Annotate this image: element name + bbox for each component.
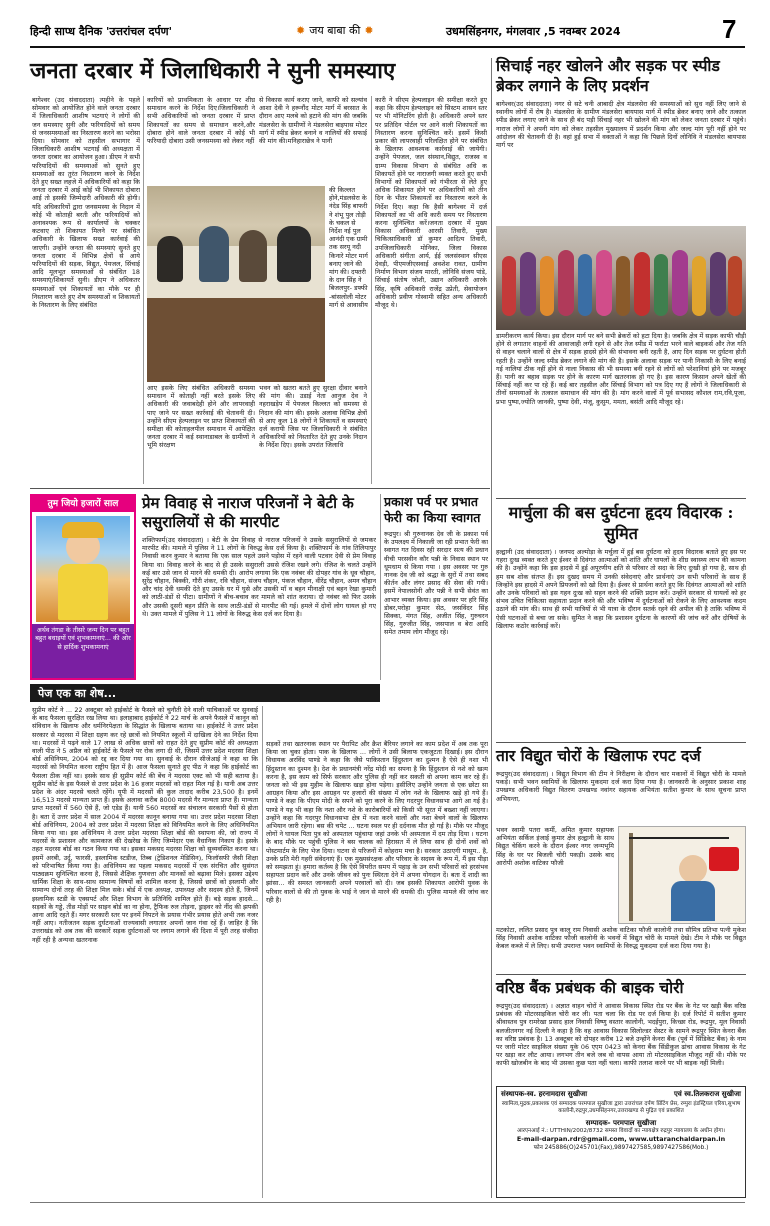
protest-photo — [496, 226, 746, 330]
section-rule — [30, 488, 490, 489]
story2-para-top: बागेश्वर(उद संवाददाता) नगर से सटे चनी आबादी क्षेत्र मंडलसेरा की समस्याओं को सुध नहीं लिए जाने से स्थानीय लोगों में रोष है। मंडलसेरा के ग्रामीण मंडलसेरा बायपास मार्ग में स्पीड ब्रेकर बनाए जाने और तत्काल स्पीड ब्रेकर लगाए जाने के साथ ही बंद पड़ी सिंचाई नहर भी खोलने की मांग को लेकर जनता दरबार में पहुंचे। नाराज लोगों ने अपनी मांग को लेकर तहसील मुख्यालय में प्रदर्शन किया और जल्द मांग पूरी नहीं होने पर आंदोलन की चेतावनी दी है। वहां हुई सभा में वक्ताओं ने कहा कि पिछले दिनों लोनिवि ने मंडलसेरा बायपास मार्ग पर — [496, 100, 746, 150]
column-p1: सुप्रीम कोर्ट ने ... 22 अक्टूबर को हाईकोर्ट के फैसले को चुनौती देने वाली याचिकाओं पर सुनवाई के बाद फैसला सुरक्षित रख लिया था। इलाहाबाद हाईकोर्ट ने 22 मार्च के अपने फैसले में कानून को संविधान के खिलाफ और धर्मनिरपेक्षता के सिद्धांत के खिलाफ बताया था। हाईकोर्ट ने उत्तर प्रदेश सरकार से मदरसा में शिक्षा ग्रहण कर रहे छात्रों को नियमित स्कूलों में दाखिला देने का निर्देश दिया था। मदरसों में पढ़ने वाले 17 लाख से अधिक छात्रों को राहत देते हुए सुप्रीम कोर्ट की अध्यक्षता वाली पीठ ने 5 अप्रैल को हाईकोर्ट के फैसले पर रोक लगा दी थी, जिसमें उत्तर प्रदेश मदरसा शिक्षा बोर्ड अधिनियम, 2004 को रद्द कर दिया गया था। सुनवाई के दौरान सीजेआई ने कहा था कि मदरसों को नियमित करना राष्ट्रीय हित में है। आज फैसला सुनाते हुए पीठ ने कहा कि हाईकोर्ट का फैसला ठीक नहीं था। इसके साथ ही सुप्रीम कोर्ट की बेंच ने मदरसा एक्ट को भी सही बताया है। सुप्रीम कोर्ट के इस फैसले से उत्तर प्रदेश के 16 हजार मदरसों को राहत मिल गई है। यानी अब उत्तर प्रदेश के अंदर मदरसे चलते रहेंगे। यूपी में मदरसों की कुल तादाद करीब 23,500 है। इनमें 16,513 मदरसे मान्यता प्राप्त हैं। इसके अलावा करीब 8000 मदरसे गैर मान्यता प्राप्त हैं। मान्यता प्राप्त मदरसों में 560 ऐसे हैं, जो एडेड हैं। यानी 560 मदरसों का संचालन सरकारी पैसों से होता है। बता दें उत्तर प्रदेश में साल 2004 में मदरसा कानून बनाया गया था। उत्तर प्रदेश मदरसा शिक्षा बोर्ड अधिनियम, 2004 को उत्तर प्रदेश में मदरसा शिक्षा को विनियमित करने के लिए अधिनियमित किया गया था। इस अधिनियम ने उत्तर प्रदेश मदरसा शिक्षा बोर्ड की स्थापना की, जो राज्य में मदरसों के प्रशासन और कामकाज की देखरेख के लिए जिम्मेदार एक वैधानिक निकाय है। इसके तहत मदरसा बोर्ड का गठन किया गया था। इसका मकसद मदरसा शिक्षा को सुव्यवस्थित करना था। इसमें अरबी, उर्दू, फारसी, इस्लामिक स्टडीज, तिब्ब (ट्रेडिशनल मेडिसिन), फिलॉसफी जैसी शिक्षा को परिभाषित किया गया है। अधिनियम का पहला मकसद मदरसों में एक संरचित और सुसंगत पाठ्यक्रम सुनिश्चित करना है, जिससे शैक्षिक गुणवत्ता और मानकों को बढ़ावा मिले। इसका उद्देश्य धार्मिक शिक्षा के साथ-साथ सामान्य विषयों को शामिल करना है, जिससे छात्रों को इस्लामी और सामान्य दोनों तरह की शिक्षा मिल सके। बोर्ड में एक अध्यक्ष, उपाध्यक्ष और सदस्य होते हैं, जिनमें इस्लामिक स्टडी के एक्सपर्ट और शिक्षा विभाग के प्रतिनिधि शामिल होते हैं। — [32, 706, 258, 903]
section-rule — [496, 498, 746, 499]
imprint-details: स्वामित्व,मुद्रक,प्रकाशक एवं सम्पादक परमपाल सुखीजा द्वारा उत्तरांचल दर्पण प्रिंटिंग प्रेस, रम्पुरा इंडस्ट्रियल एरिया,सुभाष कालोनी,रुद्रपुर,उधमसिंहनगर,उत्तराखण्ड से मुद्रित एवं प्रकाशित — [501, 1101, 741, 1115]
column-p6: सरकार उठाएगी मासूम.. है, उनके प्रति मेरी गहरी संवेदनाएं हैं। एक मुख्यसंरक्षक और परिवार के सदस्य के रूप में, मैं इस पीड़ा को समझता हूं। हमारा कर्तव्य है कि ऐसे विपरीत समय में पहाड़ के उन सभी परिवारों को हरसंभव सहायता प्रदान करें और उनके जीवन को पुनः स्थिरता देने में अपना योगदान दें। बता दें — [266, 846, 488, 880]
story6-body-top: रूद्रपुर(उद संवाददाता) । विद्युत विभाग की टीम ने निरीक्षण के दौरान चार मकानों में विद्युत चोरी के मामले पकड़े। सभी भवन स्वामियों के खिलाफ मुकदमा दर्ज करा दिया गया है। जानकारी के अनुसार प्रकाश शाह उपखण्ड अधिकारी विद्युत वितरण उपखण्ड नवांगर सहायक अभियंता सतीश कुमार के साथ सूचना प्राप्त अभियन्ता, — [496, 770, 746, 803]
story6-body-side: भवन स्वामी पतरा कर्मी, अमित कुमार सहायक अभियंता सर्किल इंजाई कुमार क्षेत्र हल्द्वानी के साथ विद्युत चेकिंग करने के दौरान ईश्वर नगर जन्मभूमि सिंह के घर पर बिजली चोरी पकड़ी। उसके बाद आरोपी अशोक वाटिका फौजी — [496, 826, 614, 867]
column-left — [32, 706, 258, 1198]
story1-col3-mid: की किल्लत होने,मंडलसेरा के नंदेड सिंह बाफरी ने शंभू पुल तोड़ी के चकल से निर्देश नई पुल आनंदी एक ग्रामी तक सरयू नदी किनारे मोटर मार्ग बनाए जाने की मांग की। दफ्तरी के दान सिंह ने बिजलपुर- डफ्फी -बांसलोली मोटर मार्ग से आवासीय — [329, 186, 368, 309]
column-p7: शादी का झांसा... की समस्त जानकारी अपने परवालों को दी। जब इसकी शिकायत आरोपी युवक के परिवार वालों से की तो युवक के भाई ने जान से मारने की धमकी दी। पुलिस मामले की जांच कर रही है। — [266, 871, 488, 904]
child-photo — [36, 516, 130, 622]
story7-headline: वरिष्ठ बैंक प्रबंधक की बाइक चोरी — [496, 978, 684, 997]
imprint-founders — [501, 1089, 741, 1099]
masthead-right: उधमसिंहनगर, मंगलवार ,5 नवम्बर 2024 — [446, 25, 621, 38]
cartoon-photo — [618, 826, 746, 924]
imprint-email: E-mail-darpan.rdr@gmail.com, www.uttaranchaldarpan.in — [516, 1135, 726, 1144]
om-icon: ✹ — [296, 23, 306, 37]
story1-col1: बागेश्वर (उद संवाददाता) त्महीने के पहले सोमवार को आयोजित होने वाले जनता दरबार में जिलाधिकारी आशीष भटगाएं ने लोगों की जन समस्याए सुनी और फरियादियों को समय से जनसमस्याओं का निस्तारण करने का भरोसा दिया। सोमवार को तहसील सभागार में जिलाधिकारी आशीष भटगाईं की अध्यक्षता में जनता दरबार का आयोजन हुआ। डीएम ने सभी फरियादियों की समस्याओं को सुनते हुए समस्याओं का तुरंत निस्तारण करने के निर्देश देते हुए सख्त लहजे में अधिकारियों को कहा कि जनता दरबार में आई कोई भी शिकायत दोबारा आई तो इसकी जिम्मेदारी अधिकारी की होगी। यदि अधिकारियों द्वारा जनसमस्या के निदान में कोई भी कोताही बरती और फरियादियों को अनावश्यक रूप से कार्यालयों के चक्कर कटवाए तो शिकायत मिलने पर संबंधित अधिकारी के खिलाफ सख्त कार्रवाई की जाएगी। उन्होंने जनता की समस्याएं सुनते हुए जनता दरबार में विभिन्न क्षेत्रों से आये फरियादियों की सड़क, विद्युत, पेयजल, सिंचाई आदि मूलभूत समस्याओं से संबंधित 18 समस्याएं/शिकायतें सुनी। डीएम ने अधिकतर समस्याओं एवं शिकायतों का मौके पर ही निस्तारण करते हुए शेष समस्याओं व शिकायतों के निस्तारण के लिए संबंधित — [32, 96, 140, 310]
story6-body-bottom: मटकोटा, ललित प्रसाद पुत्र कालू राम निवासी अशोक वाटिका फौजी कालोनी तथा सौमित्र प्रतिभा पत्नी मुकेश सिंह निवासी अशोक वाटिका फौजी कालोनी के भवनों में विद्युत चोरी के मामले देखे। टीम ने मौके पर विद्युत केबल कब्जे में ले लिए। सभी उपरान्त भवन स्वामियों के विरुद्ध मुकदमा दर्ज करा दिया गया है। — [496, 926, 746, 951]
story1-col4: कारी ने सीएम हेल्पलाइन की समीक्षा करते हुए कहा कि सीएम हेल्पलाइन को सिस्टम शासन स्तर पर भी मॉनिटरिंग होती है। अधिकारी अपने स्तर पर प्रतिदिन पोर्टल पर आने वाली शिकायतों का निस्तारण करना सुनिश्चित करें। इसमें किसी प्रकार की लापरवाही परिलक्षित होने पर संबंधित के खिलाफ आवश्यक कार्रवाई की जायेगी। उन्होंने पेयजल, जल संस्थान,विद्युत, राजस्व व ग्राम्य विकास विभाग से संबंधित अधि क शिकायतें होने पर नाराजगी व्यक्त करते हुए सभी विभागों को शिकायतों को गंभीरता से लेते हुए अधिक शिकायत होने पर अधिकारियों को तीन दिन के भीतर शिकायतों का निस्तारण करने के निर्देश दिए। कहा कि हैसी बागेश्वर में दर्ज शिकायतों का भी अधि कारी समय पर निस्तारण करना सुनिश्चित करें।जनता दरबार में मुख्य विकास अधिकारी आरसी तिवारी, मुख्य चिकित्साधिकारी डॉ कुमार आदित्य तिवारी, उपजिलाधिकारी मोनिका, जिला विकास अधिकारी संगीता आर्य, ईई जलसंस्थान सीएस देवड़ी, पीएमजीएसवाई अवशेश रावत, ग्रामीण निर्माण विभाग संजय मारती, लोनिवि संजय पांडे, सिंचाई संतोष जोशी, उद्यान अधिकारी आरके सिंह, कृषि अधिकारी राजेंद्र उप्रेती, सेवायोजन अधिकारी प्रवीण गोस्वामी सहित अन्य अधिकारी मौजूद थे। — [375, 96, 487, 310]
om-icon-right: ✹ — [364, 23, 374, 37]
meeting-photo — [147, 186, 325, 382]
masthead-center — [296, 20, 374, 40]
birthday-ad — [30, 494, 136, 680]
imprint-founder-right: एवं स्व.तिलकराज सुखीजा — [674, 1090, 741, 1098]
story1-col2-bottom: आए इसके लिए संबंधित अधिकारी समस्या समाधान में कोताही नहीं बरते इसके लिए अधिकारी की जवाबदेही होने और लापरवाही पाए जाने पर सख्त कार्रवाई की चेतावनी दी। उन्होंने सीएम हेल्पलाइन पर प्राप्त शिकायतों की समीक्षा की कोताहलपील समाधान में आपेक्षित जनता दरबार में कई स्थानाडाबल के ग्रामीणों ने भूमि संरक्षण — [147, 384, 255, 450]
footer-rule — [30, 1202, 745, 1203]
story4-body: रूद्रपुर। श्री गुरुनानक देव जी के प्रकाश पर्व के उपलक्ष्य में निकाली जा रही प्रभात फेरी का स्वागत गत दिवस रही सरदार सत्य की प्रधान वीची परसवीन कौर पन्नी के निवास स्थान पर धूमधाम से किया गया । इस अवसर पर गुरु नानक देव जी को श्रद्धा के सुरों में तथा सबद कीर्तन और लंगर प्रसाद की सेवा की गयी। इसमें नेपालसोनी और पन्नी ने सभी सेवंत का आभार व्यक्त किया। इस अवसर पर हरि सिंह डोबर,परोहा कुमार सेठ, जसविंदर सिंह सिक्का, मंगत सिंह, अजीत सिंह, गुरुचरन सिंह, गुरुजीत सिंह, जसपाल व बेरा आदि समेत तमाम लोग मौजूद रहे। — [384, 530, 488, 637]
story3-body: शक्तिफार्म(उद संवाददाता) । बेटी के प्रेम विवाह से नाराज परिजनों ने उसके ससुरालियों से जमकर मारपीट की। मामले में पुलिस ने 11 लोगों के विरुद्ध केस दर्ज किया है। शक्तिफार्म के गांव तिलियापुर निवासी करन कुमार ने बताया कि एक साल पहले उसने पड़ोस में रहने वाली पटवार देवी से प्रेम विवाह किया था। विवाह करने के बाद से ही उसके ससुराली उससे रंजिश रखने लगे। रंजिश के चलते उन्होंने कई बार उसे जान से मारने की धमकी दी। आरोप लगाया कि एक नवंबर की दोपहर गांव के धूव चौहान, सुरेंद्र चौहान, बिक्की, गौरी शंकर, रवि चौहान, संजय चौहान, पंकज चौहान, वीरेंद्र चौहान, अमन चौहान और चांद देवी धमकी देते हुए उसके घर में घुसे और उसकी माँ व बहन मीनाक्षी एवं बहन रेखा कुमारी को लाठी-डंडों से पीटा। ग्रामीणों ने बीच-बचाव कर मामले को शांत कराया। दो नवंबर को फिर उसके और उसकी दूसरी बहन प्रीति के साथ लाठी-डंडों से मारपीट की गई। हमले में दोनों लोग घायल हो गए थे। उक्त मामले में पुलिस ने 11 लोगों के विरुद्ध केस दर्ज कर दिया है। — [142, 536, 376, 618]
column-p4: पाक के खिलाफ ... लोगों ने उसी बिलाफ एकजुटता दिखाई। इस दौरान विधायक अरविंद पाण्डे ने कहा कि जैसे पाकिस्तान हिंदुस्तान का दुश्मन है ऐसे ही नशा भी हिंदुस्तान का दुश्मन है। देश के प्रधानमंत्री नरेंद्र मोदी का सपना है कि हिंदुस्तान से नशे को खत्म करना है, इस काम को सिर्फ सरकार और पुलिस ही नहीं कर सकती वो अपना काम कर रहे हैं। जनता को भी इस मुहीम के खिलाफ खड़ा होना पड़ेगा। इसीलिए उन्होंने जनता से एक छोटा सा आग्रहन किया और इस आग्रहन पर हजारों की संख्या में लोग नशे के खिलाफ खड़े हो गये हैं। पाण्डे ने कहा कि पीएम मोदी के सपने को पूरा करने के लिए गदरपुर विधानसभा आगे आ गई है। पाण्डे ने यह भी कहा कि नशा और नशे के कारोबारियों को किसी भी सूरत में बख्शा नहीं जाएगा। उन्होंने कहा कि गदरपुर विधानसभा क्षेत्र में नशा करने वालों और नशा बेचने वालों के खिलाफ अभियान जारी रहेगा। — [266, 748, 488, 831]
story7-body: रूद्रपुर(उद संवाददाता) । अज्ञात वाहन चोरों ने आवास विकास स्थित रोड पर बैंक के गेट पर खड़ी बैंक वरिष्ठ प्रबंधक की मोटरसाइकिल चोरी कर ली। पता चला कि रोड पर दर्ज किया है। दर्ज रिपोर्ट में सतीश कुमार श्रीवास्तव पुत्र रामरेखा प्रसाद हाल निवासी विष्णु वस्तार कालोनी, भदईपुरा, किच्छा रोड, रूद्रपुर, मूल निवासी बलजीतनगर नई दिल्ली ने कहा है कि वह आवास विकास सिलोल्डर सेस्टर के सामने रूद्रपुर स्थित केनरा बैंक का वरिष्ठ प्रबंधक है। 13 अक्टूबर को दोपहर करीब 12 बजे उन्होंने केनरा बैंक (पूर्व में सिंडिकेट बैंक) के नाम पर जारी मोटर साइकिल संख्या यूके 06 एएम 0423 को केनरा बैंक सिंडीकुल ढांचा आवास विकास के गेट पर खड़ा कर लौट आया। लगभग तीन बजे जब वो वापस आया तो मोटरसाइकिल मौजूद नहीं थी। मौके पर काफी खोजबीन के बाद भी उसका कुछ पता नहीं चला। काफी तलाश करने पर भी बाइक नहीं मिली। — [496, 1002, 746, 1068]
page-number: 7 — [722, 14, 737, 44]
story2-headline: सिचाई नहर खोलने और सड़क पर स्पीड ब्रेकर लगाने के लिए प्रदर्शन — [496, 56, 720, 95]
masthead-left: हिन्दी साप्ध दैनिक 'उत्तरांचल दर्पण' — [30, 25, 172, 38]
column-p3: सड़कों तथा खतरनाक स्थान पर पैरापिट और क्रैश बैरियर लगाने का काम प्रदेश में अब तक पूरा किया जा चुका होता। — [266, 740, 488, 757]
col-divider — [262, 706, 263, 1198]
imprint-editor: सम्पादक- परमपाल सुखीजा — [585, 1118, 657, 1127]
story4-headline: प्रकाश पर्व पर प्रभात फेरी का किया स्वागत — [384, 494, 481, 525]
column-right — [266, 740, 488, 1198]
story2-para-bottom: डामरीकरण कार्य किया। इस दौरान मार्ग पर बने सभी ब्रेकरों को हटा दिया है। जबकि क्षेत्र में सड़क काफी चौड़ी होने से लगातार वाहनों की आवाजाही लगी रहने से और तेज स्पीड में फर्राटा भरने वाले बाइकर्स और तेज गति से वाहन चलाने वालों से क्षेत्र में सड़क हादसे होने की संभावना बनी रहती है, आए दिन सड़क पर दुर्घटना होती रहती है। उन्होंने जल्द स्पीड ब्रेकर लगाने की मांग की है। इसके अलावा सड़क पर पानी निकासी के लिए बनाई गई नालियां ठीक नहीं होने से नाला निकास की भी समस्या बनी रहने से लोगों को परेशानियां होने पर मजबूर हैं। पानी का बहाव सड़क पर होने के कारण मार्ग खतरनाक हो गए है। इस कारण किसान अपने खेतों की सिंचाई नहीं कर पा रहे हैं। कई बार तहसील और सिंचाई विभाग को पत्र दिए गए हैं लोगों ने जिलाधिकारी से तीनों समस्याओं के तत्काल समाधान की मांग की है। मांग करने वालों में पूर्व सभासद कौशल राम,रवि,पूजा, प्रभा पुष्पा,ज्योति जानकी, पुष्पा देवी, मंजू, कुसुम, ममता, बसंती आदि मौजूद रहे। — [496, 332, 746, 406]
imprint-phone: फोन 245886(O)245701(Fax),9897427585,9897427586(Mob.) — [533, 1144, 709, 1151]
vertical-divider — [491, 58, 492, 1198]
masthead-rule — [30, 46, 745, 48]
column-header — [30, 684, 380, 702]
story1-headline: जनता दरबार में जिलाधिकारी ने सुनी समस्याए — [30, 58, 396, 84]
story5-headline: मार्चुला की बस दुर्घटना हृदय विदारक : सुमित — [508, 503, 734, 543]
column-p2: बड़े सड़क हादसे... सड़कों के गड्ढे, तीव्र मोड़ों पर साइन बोर्ड का ना होना, ट्रैफिक रुल तोड़ना, ड्राइवर को नींद की झपकी आना आदि रहते हैं। मगर सरकारी स्तर पर इनमें निपटने के प्रयास गंभीर प्रयास होते अभी तक नजर नहीं आए। नतीजतन सड़क दुर्घटनाओं राज्यवासी लगातार अपनों जान गंवा रहें हैं। जाहिर है कि उत्तराखंड को अब तक की सरकारें सड़क दुर्घटनाओं पर लगाम लगाने की दिशा में पूरी तरह संजीदा नहीं रही है अन्यथा खतरनाक — [32, 894, 258, 944]
imprint-box — [496, 1086, 746, 1198]
col-divider — [143, 96, 144, 484]
column-label: पेज एक का शेष... — [38, 687, 117, 700]
imprint-founder-left: संस्थापक-स्व. हरनामदास सुखीजा — [501, 1090, 588, 1098]
masthead-center-text: जय बाबा की — [309, 23, 361, 37]
column-p5: बस की चपेट ... घटना स्थल पर ही दर्दनाक मौत हो गई है। मौके पर मौजूद लोगों ने घायल पिता पुत्र को अस्पताल पहुंचाया जहां उनके भी अस्पताल में दम तोड़ दिया । घटना के बाद मौके पर पहुंची पुलिस ने बस चालक को हिरासत में ले लिया साथ ही दोनों शवों को पोस्टमार्टम के लिए भेज दिया। घटना से परिजनों में कोहराम मचा है। — [266, 822, 488, 855]
section-rule — [496, 742, 746, 743]
story1-col3-bottom: भवन को खतरा बतते हुए सुरक्षा दीवार बनाने की मांग की। उडाई नेता आनुज देव ने नहराखड़ेप में पेयजल किल्लत को समस्या से निदान की मांग की। इसके अलावा विभिन्न क्षेत्रों से आए कुल 18 लोगों ने शिकायतें व समस्याएं दर्ज करायी जिस पर जिलाधिकारी ने संबंधित अधिकारियों को निस्तारित देते हुए उनके निदान के निर्देश दिए। इसके उपरांत जिलाधि — [259, 384, 367, 450]
story1-col3-top: से विकास कार्य कराए जाने, काफी को सल्यांव आशा देवी ने हरूनौंद मोटर मार्ग में बरसात के दौरान आए मलबे को हटाने की मांग की जबकि मंडलसेरा के ग्रामीणों ने मंडलसेरा बाइपास मोटर मार्ग में स्पीड ब्रेकर बनाने व नालियों की सफाई की मांग की।मनिहाराछेत्र ने पानी — [259, 96, 367, 146]
story1-col2-top: कारियों को प्राथमिकता के आधार पर शीघ्र समाधान करने के निर्देश दिए।जिलाधिकारी ने सभी अधिकारियों को जनता दरबार में प्राप्त शिकायतों का समय से समाधान करने,और दोबारा होने वाले जनता दरबार में कोई भी फरियादी दोबारा उसी जनसमस्या को लेकर नहीं — [147, 96, 255, 146]
col-divider — [380, 494, 381, 680]
section-rule — [496, 974, 746, 975]
story3-headline: प्रेम विवाह से नाराज परिजनों ने बेटी के ससुरालियों से की मारपीट — [142, 494, 354, 531]
story5-body: हल्द्वानी (उद संवाददाता) । जनपद अल्मोड़ा के मर्चुला में हुई बस दुर्घटना को हृदय विदारक बताते हुए इस पर गहरा दुःख व्यक्त करते हुए ईश्वर से दिवंगत आत्माओं को शांति और घायलों के शीघ्र स्वास्थ्य लाभ की कामना की है। उन्होंने कहा कि इस हादसे में हुई अपूरणीय क्षति से परिवार तो सदा के लिए दुःखी हो गया है, साथ ही हम सब शोक संतप्त हैं। इस दुखद समय में उनकी संवेदनाएं और प्रार्थनाएं उन सभी परिवारों के साथ हैं जिन्होंने इस हादसे में अपने प्रियजनों को खो दिया है। ईश्वर से प्रार्थना करते हुए कि दिवंगत आत्माओं को शांति और उनके परिवारों को इस गहन दुःख को सहन करने की शक्ति प्रदान करें। उन्होंने सरकार से घायलों को हर संभव उचित चिकित्सा सहायता प्रदान करने की और भविष्य में दुर्घटनाओं को रोकने के लिए आवश्यक कदम उठाने की मांग की। साथ ही सभी यात्रियों से भी यात्रा के दौरान सतर्क रहने की अपील की है ताकि भविष्य में ऐसी घटनाओं से बचा जा सके। सुमित ने कहा कि प्रशासन दुर्घटना के कारणों की जांच करें और दोषियों के खिलाफ कठोर कार्रवाई करें। — [496, 548, 746, 630]
story6-headline: तार विद्युत चोरों के खिलाफ रपट दर्ज — [496, 746, 701, 765]
col-divider — [371, 96, 372, 484]
imprint-rni: आरएनआई नं.: UTTHIN/2002/8732 समस्त विवादों का न्यायक्षेत्र रुद्रपुर न्यायालय के अधीन होगा। — [516, 1127, 726, 1134]
ad-caption: अर्थव तंगडा के तीसरे जन्म दिन पर बहुत बहुत बधाइयों एवं शुभकामनाएं... की ओर से हार्दिक शुभकामनाएं — [32, 624, 134, 678]
ad-title: तुम जियो हजारों साल — [32, 496, 134, 512]
